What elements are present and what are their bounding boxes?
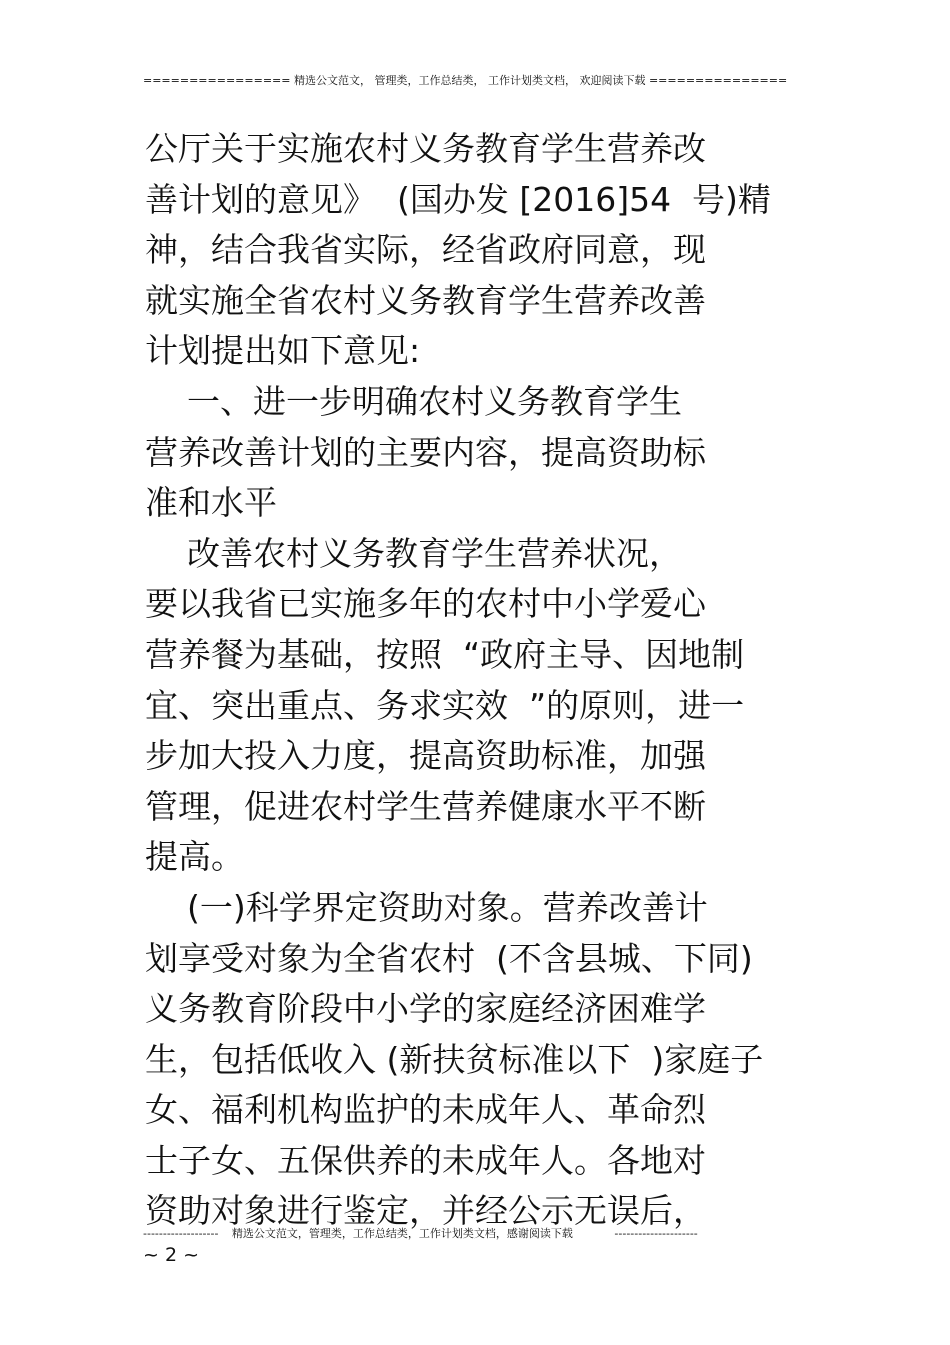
body-line: 划享受对象为全省农村 (不含县城、下同)	[145, 938, 753, 978]
body-line: 要以我省已实施多年的农村中小学爱心	[145, 584, 706, 624]
body-line: 神，结合我省实际，经省政府同意，现	[145, 230, 706, 270]
body-line: 提高。	[145, 837, 244, 877]
body-line: 女、福利机构监护的未成年人、革命烈	[145, 1090, 706, 1130]
footer-dash-left: -------------------	[143, 1227, 219, 1240]
page-footer	[143, 1225, 803, 1241]
section-heading-line: 一、进一步明确农村义务教育学生	[145, 381, 682, 421]
body-line: 善计划的意见》 (国办发 [2016]54 号)精	[145, 179, 771, 219]
section-heading-line: 营养改善计划的主要内容，提高资助标	[145, 432, 706, 472]
body-line: 生，包括低收入 (新扶贫标准以下 )家庭子	[145, 1039, 764, 1079]
body-line: 营养餐为基础，按照 “政府主导、因地制	[145, 634, 745, 674]
footer-text: 精选公文范文，管理类，工作总结类，工作计划类文档，感谢阅读下载	[231, 1227, 573, 1240]
body-line: 就实施全省农村义务教育学生营养改善	[145, 280, 706, 320]
body-line: 步加大投入力度，提高资助标准，加强	[145, 736, 706, 776]
body-line: 义务教育阶段中小学的家庭经济困难学	[145, 989, 706, 1029]
body-line: (一)科学界定资助对象。营养改善计	[145, 887, 708, 927]
body-line: 管理，促进农村学生营养健康水平不断	[145, 786, 706, 826]
section-heading-line: 准和水平	[145, 483, 277, 523]
header-text: ================ 精选公文范文， 管理类，工作总结类， 工作计划类文档， 欢迎阅读下载 ===============	[143, 74, 788, 87]
page-header	[143, 72, 803, 88]
body-line: 公厅关于实施农村义务教育学生营养改	[145, 129, 706, 168]
body-line: 计划提出如下意见:	[145, 331, 421, 371]
page-number: ~ 2 ~	[143, 1244, 200, 1266]
footer-dash-right: ---------------------	[614, 1227, 698, 1240]
body-line: 士子女、五保供养的未成年人。各地对	[145, 1140, 706, 1180]
body-line: 改善农村义务教育学生营养状况，	[145, 533, 682, 573]
body-line: 资助对象进行鉴定，并经公示无误后，	[145, 1191, 706, 1231]
body-line: 宜、突出重点、务求实效 ”的原则，进一	[145, 685, 745, 725]
document-body	[145, 124, 825, 1237]
